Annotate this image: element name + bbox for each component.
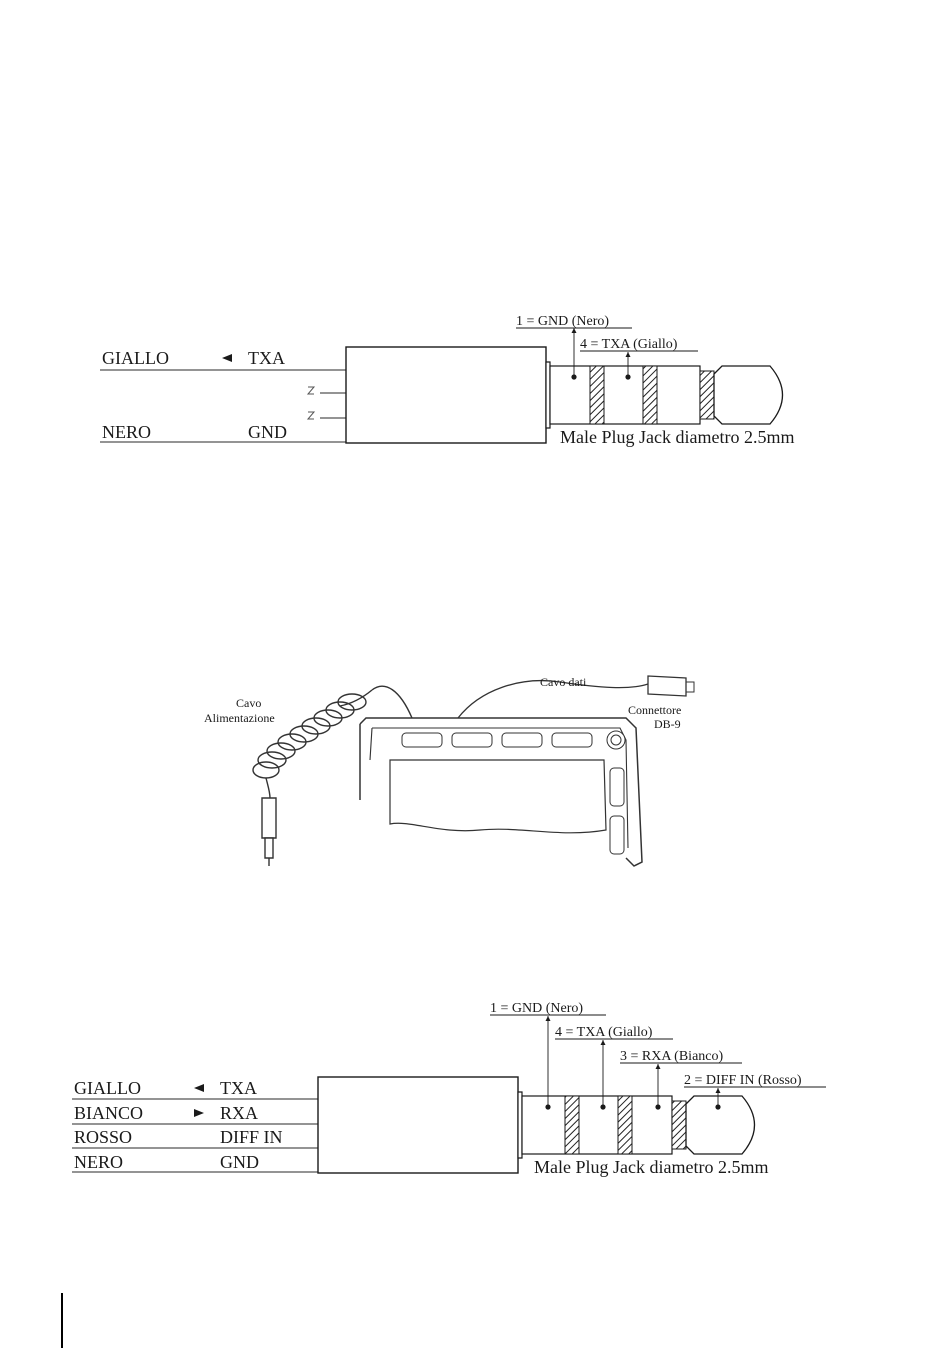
wire-label: NERO	[74, 1152, 123, 1172]
wire-label: ROSSO	[74, 1127, 133, 1147]
arrow-left-icon	[222, 354, 232, 362]
insulator-ring	[643, 366, 657, 424]
plug-tip	[714, 366, 783, 424]
wire-label: BIANCO	[74, 1103, 144, 1123]
coiled-power-cable	[253, 686, 412, 866]
insulator-ring	[618, 1096, 632, 1154]
insulator-ring	[565, 1096, 579, 1154]
insulator-ring	[700, 371, 714, 419]
cable-label: Cavo dati	[540, 675, 587, 689]
signal-label: GND	[220, 1152, 259, 1172]
insulator-ring	[590, 366, 604, 424]
wire-label: GIALLO	[74, 1078, 141, 1098]
plug-caption: Male Plug Jack diametro 2.5mm	[534, 1157, 769, 1177]
unused-wire-stubs	[308, 387, 346, 419]
jack-diagram-1	[100, 314, 794, 447]
page-margin-bar	[61, 1293, 63, 1348]
connector-label: DB-9	[654, 717, 681, 731]
plug-shaft	[522, 1096, 672, 1154]
cable-label: Cavo	[236, 696, 262, 710]
pin-label: 2 = DIFF IN (Rosso)	[684, 1073, 802, 1088]
jack-diagram-2	[72, 1001, 826, 1177]
device-illustration	[204, 675, 694, 866]
signal-label: GND	[248, 422, 287, 442]
pin-label: 4 = TXA (Giallo)	[555, 1025, 653, 1040]
connector-label: Connettore	[628, 703, 682, 717]
signal-label: DIFF IN	[220, 1127, 283, 1147]
pin-label: 4 = TXA (Giallo)	[580, 337, 678, 352]
plug-housing	[318, 1077, 518, 1173]
pin-label: 1 = GND (Nero)	[490, 1001, 584, 1016]
wire-label: GIALLO	[102, 348, 169, 368]
arrow-right-icon	[194, 1109, 204, 1117]
cable-label: Alimentazione	[204, 711, 275, 725]
wire-label: NERO	[102, 422, 151, 442]
pin-label: 1 = GND (Nero)	[516, 314, 610, 329]
pin-label: 3 = RXA (Bianco)	[620, 1049, 724, 1064]
plug-housing	[346, 347, 546, 443]
signal-label: TXA	[248, 348, 285, 368]
signal-label: RXA	[220, 1103, 259, 1123]
db9-connector	[648, 676, 686, 696]
arrow-left-icon	[194, 1084, 204, 1092]
insulator-ring	[672, 1101, 686, 1149]
plug-caption: Male Plug Jack diametro 2.5mm	[560, 427, 795, 447]
plug-tip	[686, 1096, 755, 1154]
plug-shaft	[550, 366, 700, 424]
display-device	[360, 718, 642, 866]
signal-label: TXA	[220, 1078, 257, 1098]
